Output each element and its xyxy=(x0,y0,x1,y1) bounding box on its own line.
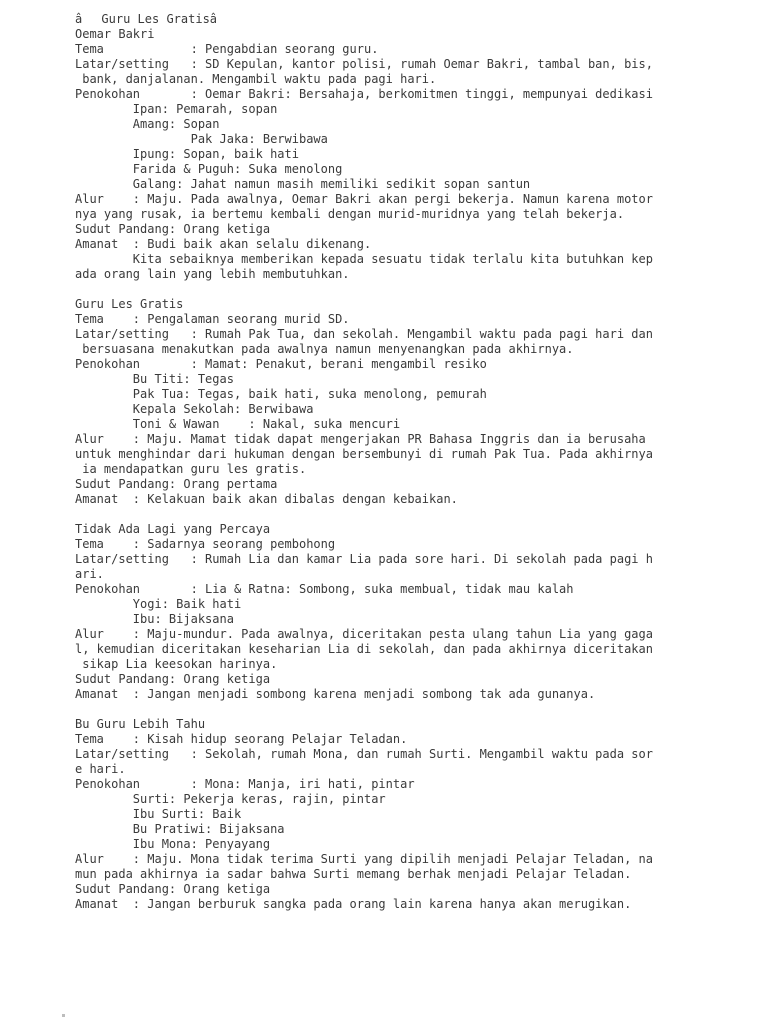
text-line: Tema : Sadarnya seorang pembohong xyxy=(75,537,336,551)
text-line: Alur : Maju-mundur. Pada awalnya, diceritakan pesta ulang tahun Lia yang gaga xyxy=(75,627,653,641)
text-line: Latar/setting : Sekolah, rumah Mona, dan rumah Surti. Mengambil waktu pada sor xyxy=(75,747,653,761)
section-spacer xyxy=(75,507,768,522)
section-title: Tidak Ada Lagi yang Percaya xyxy=(75,522,271,536)
text-line: Sudut Pandang: Orang ketiga xyxy=(75,882,271,896)
section-spacer xyxy=(75,702,768,717)
text-line: Latar/setting : SD Kepulan, kantor polisi, rumah Oemar Bakri, tambal ban, bis, xyxy=(75,57,653,71)
text-line: Toni & Wawan : Nakal, suka mencuri xyxy=(75,417,401,431)
story-section xyxy=(75,297,768,507)
text-line: Penokohan : Mamat: Penakut, berani mengambil resiko xyxy=(75,357,487,371)
section-title: Bu Guru Lebih Tahu xyxy=(75,717,206,731)
story-section xyxy=(75,12,768,282)
text-line: Alur : Maju. Pada awalnya, Oemar Bakri akan pergi bekerja. Namun karena motor xyxy=(75,192,653,206)
text-line: Tema : Pengabdian seorang guru. xyxy=(75,42,379,56)
text-line: bank, danjalanan. Mengambil waktu pada pagi hari. xyxy=(75,72,437,86)
text-line: Galang: Jahat namun masih memiliki sedikit sopan santun xyxy=(75,177,531,191)
text-line: Pak Jaka: Berwibawa xyxy=(75,132,328,146)
text-line: Yogi: Baik hati xyxy=(75,597,242,611)
text-line: Latar/setting : Rumah Pak Tua, dan sekolah. Mengambil waktu pada pagi hari dan xyxy=(75,327,653,341)
text-line: Amanat : Jangan berburuk sangka pada orang lain karena hanya akan merugikan. xyxy=(75,897,632,911)
section-title: Guru Les Gratis xyxy=(75,297,184,311)
text-line: e hari. xyxy=(75,762,126,776)
text-line: Penokohan : Lia & Ratna: Sombong, suka membual, tidak mau kalah xyxy=(75,582,574,596)
text-line: Tema : Pengalaman seorang murid SD. xyxy=(75,312,350,326)
text-line: Pak Tua: Tegas, baik hati, suka menolong, pemurah xyxy=(75,387,487,401)
text-line: Ibu Surti: Baik xyxy=(75,807,242,821)
text-line: Amanat : Budi baik akan selalu dikenang. xyxy=(75,237,372,251)
text-line: Tema : Kisah hidup seorang Pelajar Teladan. xyxy=(75,732,408,746)
page-corner-mark xyxy=(62,1014,65,1017)
text-line: Kepala Sekolah: Berwibawa xyxy=(75,402,314,416)
text-line: mun pada akhirnya ia sadar bahwa Surti memang berhak menjadi Pelajar Teladan. xyxy=(75,867,632,881)
text-line: untuk menghindar dari hukuman dengan bersembunyi di rumah Pak Tua. Pada akhirnya xyxy=(75,447,653,461)
story-section xyxy=(75,522,768,702)
text-line: Penokohan : Oemar Bakri: Bersahaja, berkomitmen tinggi, mempunyai dedikasi xyxy=(75,87,653,101)
story-section xyxy=(75,717,768,912)
text-line: nya yang rusak, ia bertemu kembali dengan murid-muridnya yang telah bekerja. xyxy=(75,207,625,221)
text-line: Amanat : Jangan menjadi sombong karena menjadi sombong tak ada gunanya. xyxy=(75,687,596,701)
text-line: Bu Titi: Tegas xyxy=(75,372,234,386)
text-line: bersuasana menakutkan pada awalnya namun menyenangkan pada akhirnya. xyxy=(75,342,574,356)
text-line: Ipung: Sopan, baik hati xyxy=(75,147,299,161)
text-line: l, kemudian diceritakan keseharian Lia di sekolah, dan pada akhirnya diceritakan xyxy=(75,642,653,656)
section-spacer xyxy=(75,282,768,297)
text-line: Amanat : Kelakuan baik akan dibalas dengan kebaikan. xyxy=(75,492,458,506)
document-body xyxy=(75,12,768,912)
text-line: Sudut Pandang: Orang ketiga xyxy=(75,222,271,236)
section-title: âGuru Les Gratisâ xyxy=(75,12,237,26)
text-line: Amang: Sopan xyxy=(75,117,220,131)
text-line: Ipan: Pemarah, sopan xyxy=(75,102,278,116)
text-line: Alur : Maju. Mona tidak terima Surti yang dipilih menjadi Pelajar Teladan, na xyxy=(75,852,653,866)
text-line: Latar/setting : Rumah Lia dan kamar Lia pada sore hari. Di sekolah pada pagi h xyxy=(75,552,653,566)
text-line: Oemar Bakri xyxy=(75,27,155,41)
text-line: Surti: Pekerja keras, rajin, pintar xyxy=(75,792,386,806)
text-line: ari. xyxy=(75,567,104,581)
text-line: ada orang lain yang lebih membutuhkan. xyxy=(75,267,350,281)
text-line: Kita sebaiknya memberikan kepada sesuatu tidak terlalu kita butuhkan kep xyxy=(75,252,653,266)
text-line: Farida & Puguh: Suka menolong xyxy=(75,162,343,176)
text-line: Penokohan : Mona: Manja, iri hati, pintar xyxy=(75,777,415,791)
text-line: Ibu Mona: Penyayang xyxy=(75,837,271,851)
text-line: ia mendapatkan guru les gratis. xyxy=(75,462,307,476)
text-line: Sudut Pandang: Orang pertama xyxy=(75,477,278,491)
text-line: Ibu: Bijaksana xyxy=(75,612,234,626)
text-line: Bu Pratiwi: Bijaksana xyxy=(75,822,285,836)
text-line: sikap Lia keesokan harinya. xyxy=(75,657,278,671)
text-line: Sudut Pandang: Orang ketiga xyxy=(75,672,271,686)
text-line: Alur : Maju. Mamat tidak dapat mengerjakan PR Bahasa Inggris dan ia berusaha xyxy=(75,432,646,446)
